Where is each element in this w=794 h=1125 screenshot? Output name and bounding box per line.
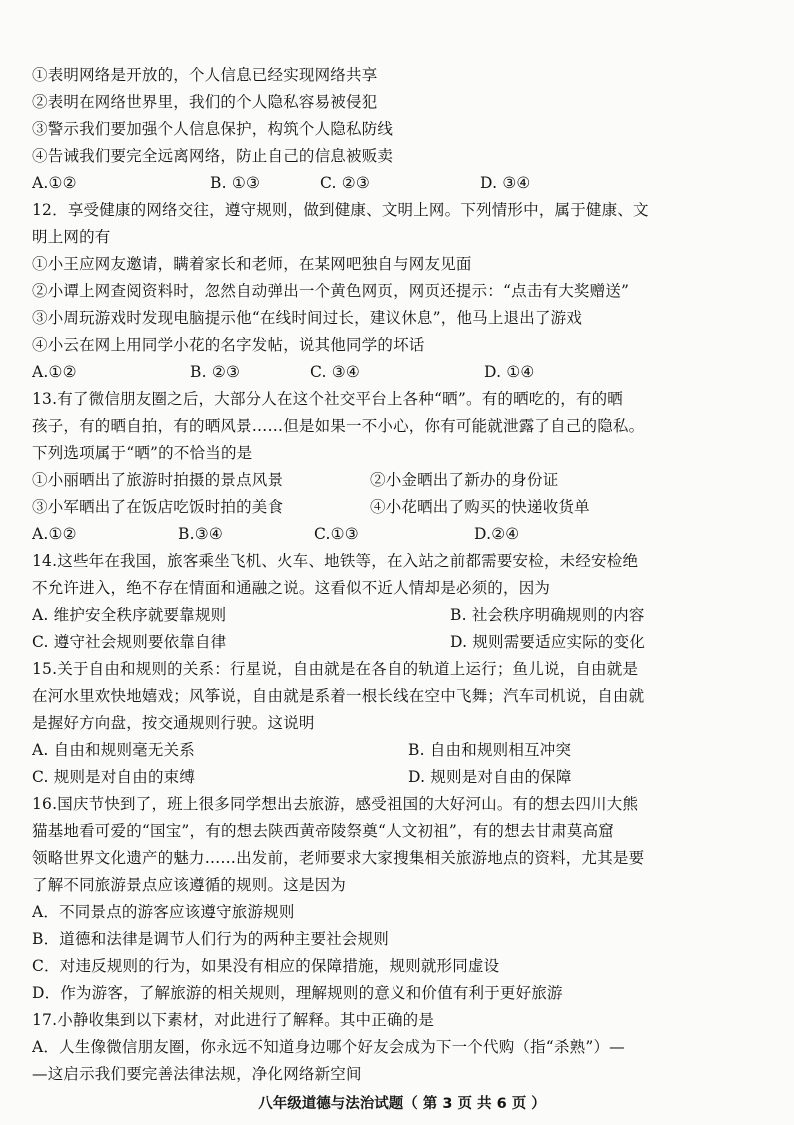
q12-options: A.①② B. ②③ C. ③④ D. ①④	[32, 363, 535, 381]
q11-statement-1: ①表明网络是开放的，个人信息已经实现网络共享	[32, 66, 378, 84]
q11-options: A.①② B. ①③ C. ②③ D. ③④	[32, 174, 531, 192]
q17-option-a-1: A．人生像微信朋友圈，你永远不知道身边哪个好友会成为下一个代购（指“杀熟”）—	[32, 1038, 625, 1056]
q14-options-row-2: C. 遵守社会规则要依靠自律 D. 规则需要适应实际的变化	[32, 633, 646, 651]
q17-option-a-2: —这启示我们要完善法律法规，净化网络新空间	[32, 1065, 362, 1083]
q11-statement-3: ③警示我们要加强个人信息保护，构筑个人隐私防线	[32, 120, 394, 138]
q16-stem-2: 猫基地看可爱的“国宝”，有的想去陕西黄帝陵祭奠“人文初祖”，有的想去甘肃莫高窟	[32, 822, 614, 840]
q16-stem-1: 16.国庆节快到了，班上很多同学想出去旅游，感受祖国的大好河山。有的想去四川大熊	[32, 795, 639, 813]
q16-option-d: D．作为游客，了解旅游的相关规则，理解规则的意义和价值有利于更好旅游	[32, 984, 563, 1002]
q12-statement-3: ③小周玩游戏时发现电脑提示他“在线时间过长，建议休息”，他马上退出了游戏	[32, 309, 583, 327]
q14-stem-2: 不允许进入，绝不存在情面和通融之说。这看似不近人情却是必须的，因为	[32, 579, 551, 597]
q11-statement-4: ④告诫我们要完全远离网络，防止自己的信息被贩卖	[32, 147, 394, 165]
q15-stem-1: 15.关于自由和规则的关系：行星说，自由就是在各自的轨道上运行；鱼儿说，自由就是	[32, 660, 639, 678]
q15-options-row-1: A. 自由和规则毫无关系 B. 自由和规则相互冲突	[32, 741, 572, 759]
q12-statement-4: ④小云在网上用同学小花的名字发帖，说其他同学的坏话	[32, 336, 425, 354]
page-footer: 八年级道德与法治试题（ 第 3 页 共 6 页 ）	[258, 1096, 546, 1112]
q16-stem-3: 领略世界文化遗产的魅力……出发前，老师要求大家搜集相关旅游地点的资料，尤其是要	[32, 849, 645, 867]
q16-stem-4: 了解不同旅游景点应该遵循的规则。这是因为	[32, 876, 347, 894]
q16-option-c: C．对违反规则的行为，如果没有相应的保障措施，规则就形同虚设	[32, 957, 500, 975]
q13-stem-2: 孩子，有的晒自拍，有的晒风景……但是如果一不小心，你有可能就泄露了自己的隐私。	[32, 417, 645, 435]
q16-option-b: B．道德和法律是调节人们行为的两种主要社会规则	[32, 930, 389, 948]
q15-stem-3: 是握好方向盘，按交通规则行驶。这说明	[32, 714, 315, 732]
q13-items-row-2: ③小军晒出了在饭店吃饭时拍的美食 ④小花晒出了购买的快递收货单	[32, 498, 590, 516]
q13-options: A.①② B.③④ C.①③ D.②④	[32, 525, 520, 543]
q13-stem-3: 下列选项属于“晒”的不恰当的是	[32, 444, 253, 462]
q17-stem: 17.小静收集到以下素材，对此进行了解释。其中正确的是	[32, 1011, 435, 1029]
q14-stem-1: 14.这些年在我国，旅客乘坐飞机、火车、地铁等，在入站之前都需要安检，未经安检绝	[32, 552, 639, 570]
exam-page	[32, 0, 772, 1125]
q16-option-a: A．不同景点的游客应该遵守旅游规则	[32, 903, 295, 921]
q13-stem-1: 13.有了微信朋友圈之后，大部分人在这个社交平台上各种“晒”。有的晒吃的，有的晒	[32, 390, 624, 408]
q12-statement-2: ②小谭上网查阅资料时，忽然自动弹出一个黄色网页，网页还提示：“点击有大奖赠送”	[32, 282, 630, 300]
q13-items-row-1: ①小丽晒出了旅游时拍摄的景点风景 ②小金晒出了新办的身份证	[32, 471, 559, 489]
q12-statement-1: ①小王应网友邀请，瞒着家长和老师，在某网吧独自与网友见面	[32, 255, 472, 273]
q14-options-row-1: A. 维护安全秩序就要靠规则 B. 社会秩序明确规则的内容	[32, 606, 645, 624]
q12-stem-1: 12．享受健康的网络交往，遵守规则，做到健康、文明上网。下列情形中，属于健康、文	[32, 201, 649, 219]
q11-statement-2: ②表明在网络世界里，我们的个人隐私容易被侵犯	[32, 93, 378, 111]
q15-options-row-2: C. 规则是对自由的束缚 D. 规则是对自由的保障	[32, 768, 572, 786]
q15-stem-2: 在河水里欢快地嬉戏；风筝说，自由就是系着一根长线在空中飞舞；汽车司机说，自由就	[32, 687, 645, 705]
q12-stem-2: 明上网的有	[32, 228, 111, 246]
